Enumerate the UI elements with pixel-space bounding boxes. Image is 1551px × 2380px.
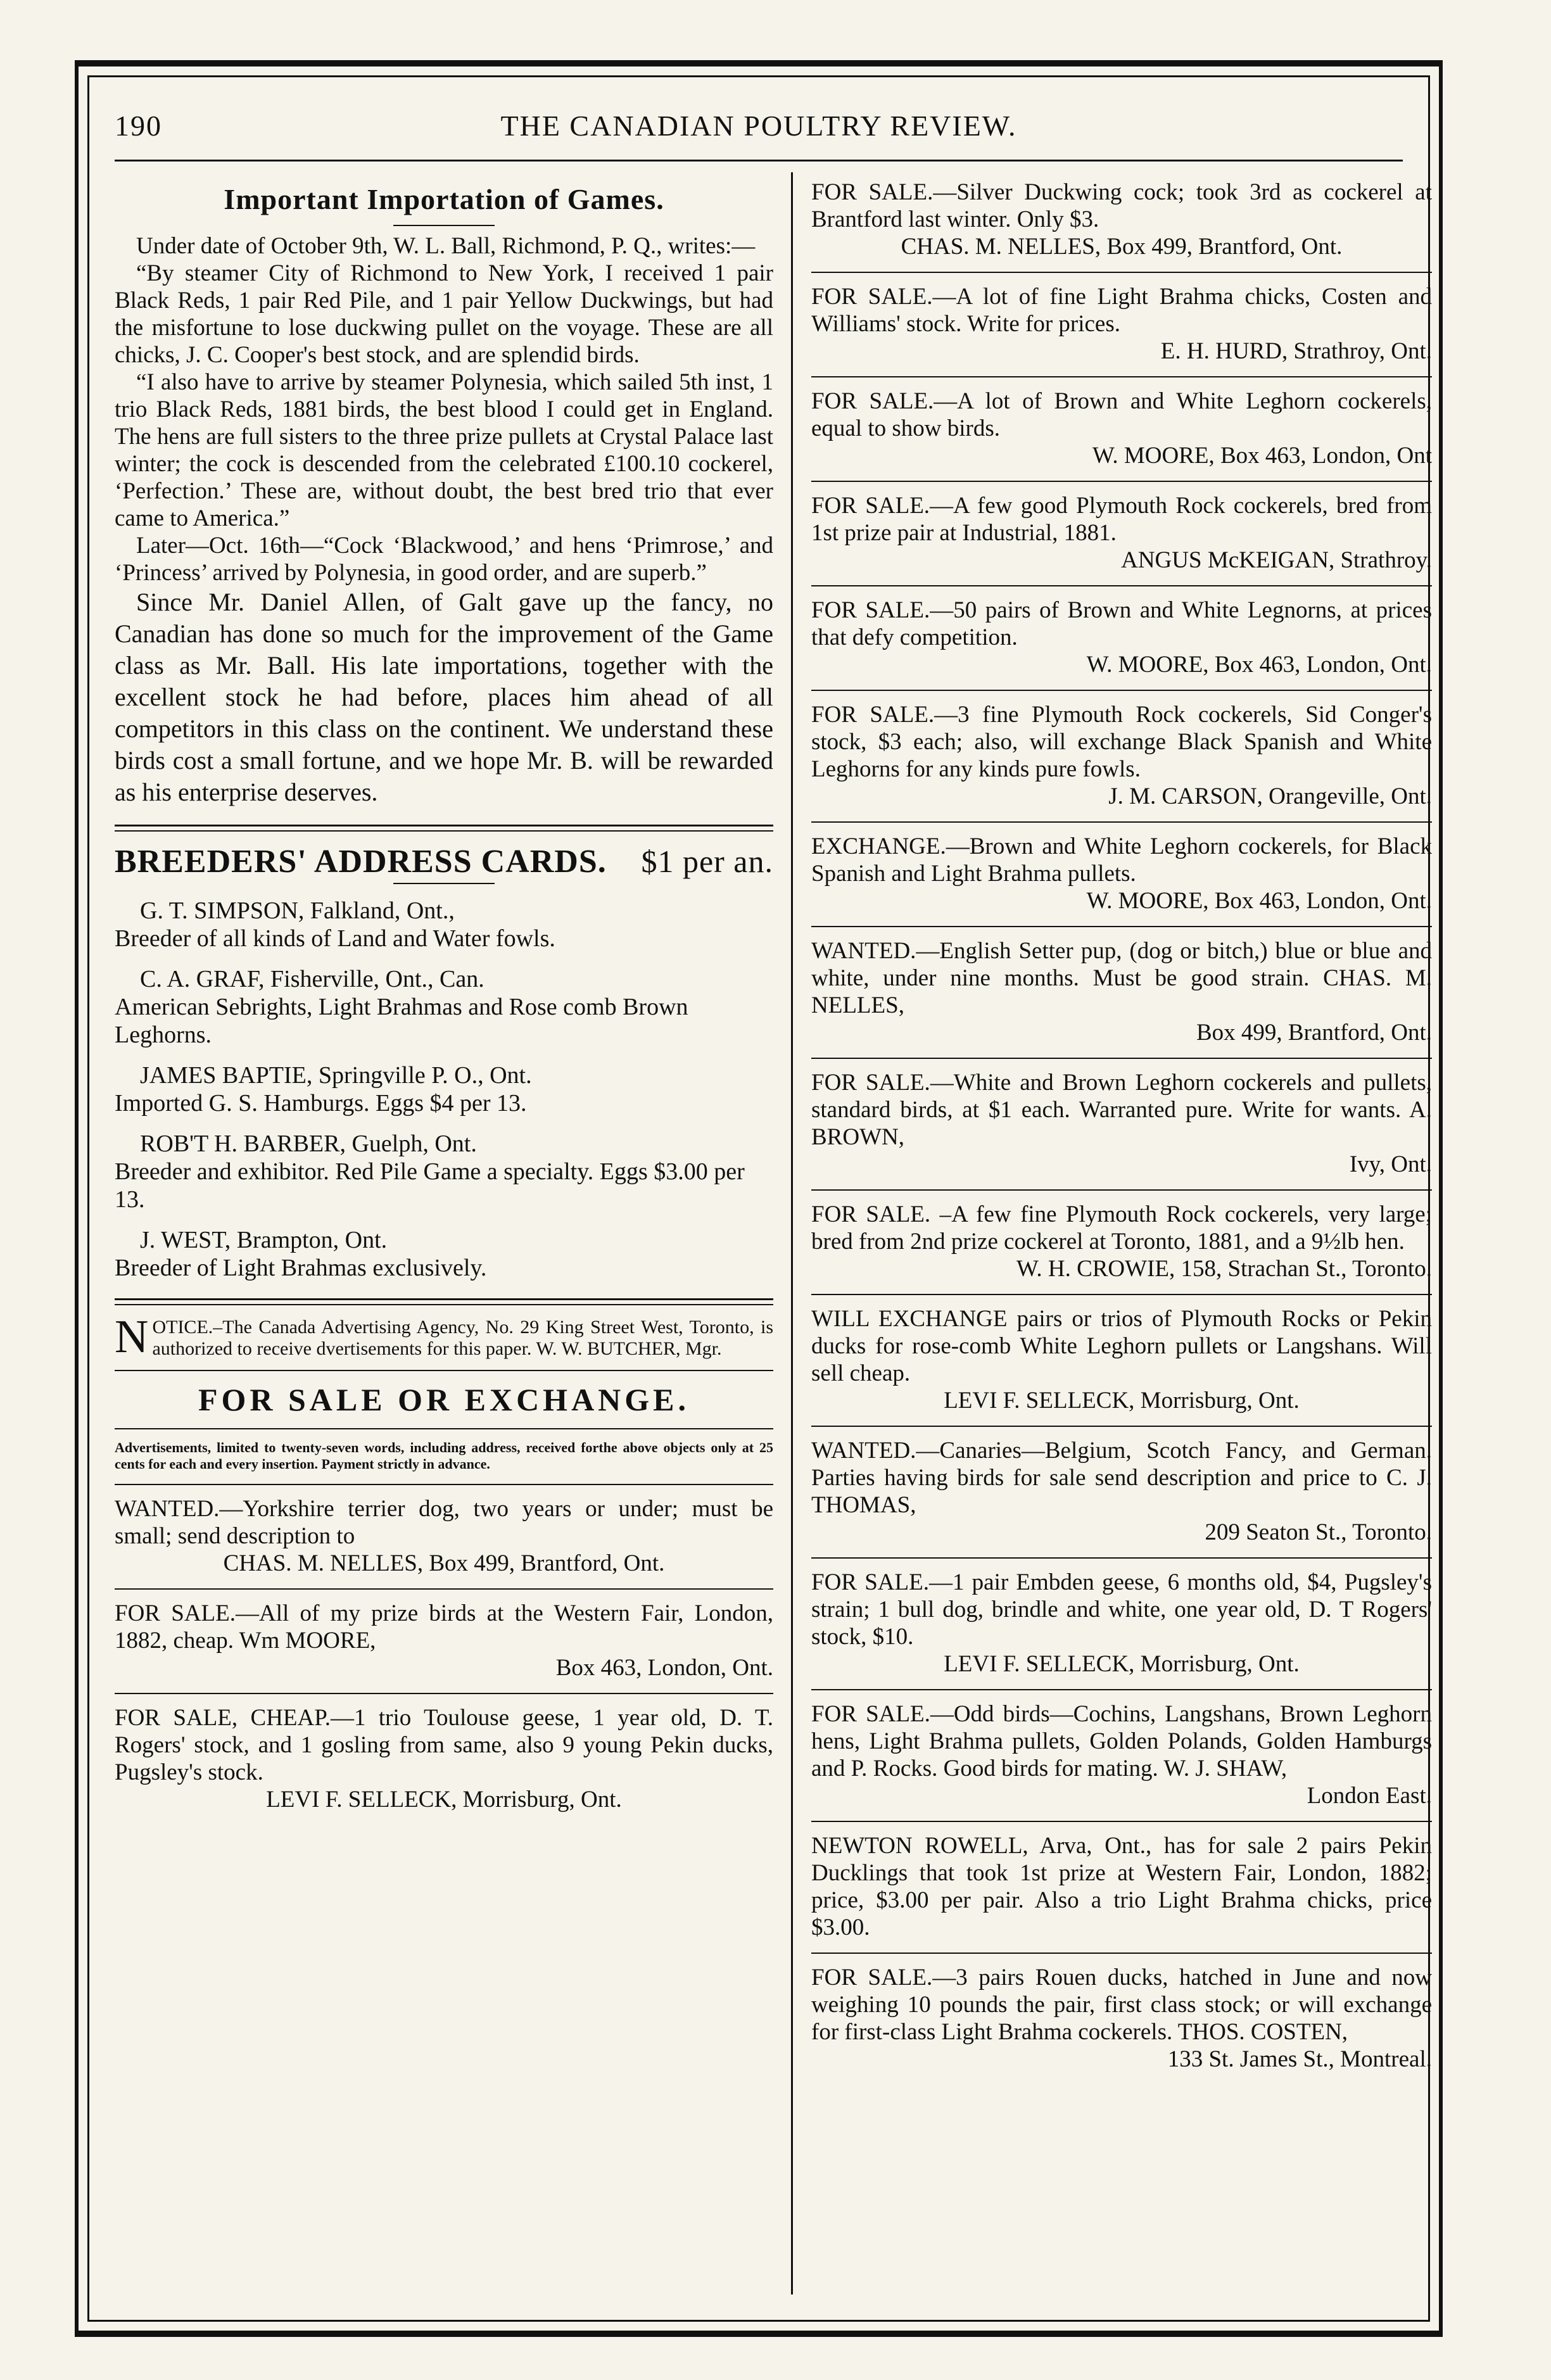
ad-signature: CHAS. M. NELLES, Box 499, Brantford, Ont. bbox=[223, 1550, 665, 1576]
breeder-text: Breeder and exhibitor. Red Pile Game a specialty. Eggs $3.00 per 13. bbox=[115, 1158, 745, 1213]
ad-text: FOR SALE.—A few good Plymouth Rock cockerels, bred from 1st prize pair at Industrial, 1881. bbox=[811, 493, 1432, 546]
ad-signature: Box 463, London, Ont. bbox=[555, 1655, 773, 1681]
ad-divider bbox=[115, 1588, 773, 1590]
classified-ad bbox=[811, 1569, 1432, 1678]
ad-divider bbox=[811, 1821, 1432, 1822]
ad-text: FOR SALE.—3 pairs Rouen ducks, hatched in June and now weighing 10 pounds the pair, first class stock; or will exchange for first-class Light Brahma cockerels. THOS. COSTEN, bbox=[811, 1965, 1432, 2045]
classified-ad bbox=[811, 1437, 1432, 1546]
classified-ad bbox=[811, 1201, 1432, 1282]
notice bbox=[115, 1311, 773, 1363]
article-title: Important Importation of Games. bbox=[224, 183, 664, 215]
ad-text: FOR SALE.—Odd birds—Cochins, Langshans, Brown Leghorn hens, Light Brahma pullets, Golden Polands, Golden Hamburgs and P. Rocks. Good birds for mating. W. J. SHAW, bbox=[811, 1701, 1432, 1782]
ad-divider bbox=[115, 1484, 773, 1485]
ad-signature: CHAS. M. NELLES, Box 499, Brantford, Ont. bbox=[901, 234, 1343, 260]
classified-ad bbox=[811, 1964, 1432, 2073]
ad-divider bbox=[811, 1953, 1432, 1954]
classified-ad bbox=[811, 1832, 1432, 1941]
article-paragraph: “By steamer City of Richmond to New York, I received 1 pair Black Reds, 1 pair Red Pile, and 1 pair Yellow Duckwings, but had the misfortune to lose duckwing pullet on the voyage. These are all chicks, J. C. Cooper's best stock, and are splendid birds. bbox=[115, 260, 773, 368]
ad-divider bbox=[811, 376, 1432, 377]
ad-divider bbox=[811, 1557, 1432, 1559]
title-rule bbox=[393, 225, 495, 226]
ad-text: FOR SALE.—Silver Duckwing cock; took 3rd as cockerel at Brantford last winter. Only $3. bbox=[811, 179, 1432, 232]
ad-text: WILL EXCHANGE pairs or trios of Plymouth Rocks or Pekin ducks for rose-comb White Leghorn pullets or Langshans. Will sell cheap. bbox=[811, 1306, 1432, 1386]
breeder-name: J. WEST, Brampton, Ont. bbox=[140, 1227, 388, 1253]
breeder-card bbox=[115, 965, 773, 1049]
ad-signature: ANGUS McKEIGAN, Strathroy. bbox=[1121, 547, 1432, 573]
ad-divider bbox=[811, 690, 1432, 691]
ad-divider bbox=[811, 1426, 1432, 1427]
ad-text: NEWTON ROWELL, Arva, Ont., has for sale 2 pairs Pekin Ducklings that took 1st prize at Western Fair, London, 1882; price, $3.00 per pair. Also a trio Light Brahma chicks, price $3.00. bbox=[811, 1833, 1432, 1940]
running-head bbox=[115, 109, 1403, 153]
notice-rule bbox=[115, 1370, 773, 1371]
classified-ad bbox=[811, 492, 1432, 574]
breeders-price: $1 per an. bbox=[641, 844, 773, 879]
ad-divider bbox=[811, 481, 1432, 482]
ad-signature: J. M. CARSON, Orangeville, Ont. bbox=[1108, 783, 1432, 809]
ad-signature: LEVI F. SELLECK, Morrisburg, Ont. bbox=[944, 1651, 1300, 1677]
classified-ad bbox=[811, 701, 1432, 810]
classified-ad bbox=[811, 1305, 1432, 1414]
ad-signature: Box 499, Brantford, Ont. bbox=[1196, 1020, 1432, 1046]
right-column bbox=[811, 179, 1432, 2073]
ad-divider bbox=[811, 1689, 1432, 1690]
classified-ad bbox=[811, 1700, 1432, 1809]
ad-text: WANTED.—Canaries—Belgium, Scotch Fancy, and German. Parties having birds for sale send description and price to C. J. THOMAS, bbox=[811, 1438, 1432, 1518]
classified-ad bbox=[811, 937, 1432, 1046]
ad-text: FOR SALE.—White and Brown Leghorn cockerels and pullets, standard birds, at $1 each. Warranted pure. Write for wants. A. BROWN, bbox=[811, 1070, 1432, 1150]
classified-ad bbox=[811, 597, 1432, 678]
breeder-card bbox=[115, 1226, 773, 1282]
breeder-card bbox=[115, 897, 773, 953]
breeders-title: BREEDERS' ADDRESS CARDS. bbox=[115, 844, 607, 880]
ad-divider bbox=[811, 1058, 1432, 1059]
page-number: 190 bbox=[115, 110, 162, 142]
ad-text: FOR SALE.—3 fine Plymouth Rock cockerels, Sid Conger's stock, $3 each; also, will exchange Black Spanish and White Leghorns for any kinds pure fowls. bbox=[811, 702, 1432, 782]
ad-divider bbox=[811, 272, 1432, 273]
section-rule bbox=[115, 825, 773, 832]
article-paragraph: Later—Oct. 16th—“Cock ‘Blackwood,’ and hens ‘Primrose,’ and ‘Princess’ arrived by Polynesia, in good order, and are superb.” bbox=[115, 533, 773, 586]
classified-ad bbox=[811, 1069, 1432, 1178]
classified-ad bbox=[811, 388, 1432, 469]
ad-text: FOR SALE. –A few fine Plymouth Rock cockerels, very large; bred from 2nd prize cockerel at Toronto, 1881, and a 9½lb hen. bbox=[811, 1201, 1432, 1255]
ad-divider bbox=[811, 1294, 1432, 1295]
classified-ad bbox=[115, 1704, 773, 1813]
breeder-card bbox=[115, 1130, 773, 1213]
ad-signature: LEVI F. SELLECK, Morrisburg, Ont. bbox=[944, 1388, 1300, 1414]
breeder-text: Imported G. S. Hamburgs. Eggs $4 per 13. bbox=[115, 1090, 527, 1117]
section-rule bbox=[115, 1298, 773, 1305]
page-title: THE CANADIAN POULTRY REVIEW. bbox=[500, 110, 1017, 142]
ad-signature: Ivy, Ont. bbox=[1349, 1151, 1432, 1177]
notice-drop-cap: N bbox=[115, 1311, 149, 1363]
notice-text: OTICE.–The Canada Advertising Agency, No. 29 King Street West, Toronto, is authorized to receive dvertisements for this paper. W. W. BUTCHER, Mgr. bbox=[152, 1317, 773, 1359]
ad-divider bbox=[115, 1693, 773, 1694]
breeder-text: American Sebrights, Light Brahmas and Rose comb Brown Leghorns. bbox=[115, 994, 688, 1048]
ad-text: FOR SALE, CHEAP.—1 trio Toulouse geese, 1 year old, D. T. Rogers' stock, and 1 gosling from same, also 9 young Pekin ducks, Pugsley's stock. bbox=[115, 1705, 773, 1785]
section-title-rule bbox=[115, 1428, 773, 1429]
left-column bbox=[115, 179, 773, 1813]
column-divider bbox=[791, 172, 793, 2295]
breeder-text: Breeder of all kinds of Land and Water fowls. bbox=[115, 925, 555, 952]
classified-ad bbox=[115, 1495, 773, 1577]
breeder-name: C. A. GRAF, Fisherville, Ont., Can. bbox=[140, 966, 484, 992]
breeder-name: G. T. SIMPSON, Falkland, Ont., bbox=[140, 897, 455, 924]
classified-ad bbox=[115, 1600, 773, 1681]
ad-signature: London East. bbox=[1307, 1783, 1432, 1809]
ad-signature: 133 St. James St., Montreal. bbox=[1167, 2046, 1432, 2072]
ad-signature: E. H. HURD, Strathroy, Ont. bbox=[1160, 338, 1432, 364]
classified-ad bbox=[811, 283, 1432, 365]
ad-signature: LEVI F. SELLECK, Morrisburg, Ont. bbox=[266, 1787, 622, 1813]
ad-signature: W. MOORE, Box 463, London, Ont bbox=[1092, 443, 1432, 469]
ad-divider bbox=[811, 585, 1432, 586]
ad-signature: W. MOORE, Box 463, London, Ont. bbox=[1086, 888, 1432, 914]
breeder-name: ROB'T H. BARBER, Guelph, Ont. bbox=[140, 1130, 477, 1157]
inner-frame bbox=[87, 75, 1430, 2322]
ad-signature: W. H. CROWIE, 158, Strachan St., Toronto. bbox=[1016, 1256, 1432, 1282]
page-frame bbox=[75, 60, 1443, 2337]
header-rule bbox=[115, 160, 1403, 161]
breeder-name: JAMES BAPTIE, Springville P. O., Ont. bbox=[140, 1062, 532, 1089]
ad-text: FOR SALE.—All of my prize birds at the Western Fair, London, 1882, cheap. Wm MOORE, bbox=[115, 1600, 773, 1654]
classified-ad bbox=[811, 179, 1432, 260]
section-title: FOR SALE OR EXCHANGE. bbox=[198, 1382, 690, 1417]
classified-ad bbox=[811, 833, 1432, 915]
breeders-heading bbox=[115, 843, 773, 880]
ad-text: WANTED.—Yorkshire terrier dog, two years or under; must be small; send description to bbox=[115, 1496, 773, 1549]
ad-divider bbox=[811, 926, 1432, 927]
breeder-card bbox=[115, 1061, 773, 1117]
breeders-rule bbox=[393, 883, 495, 884]
ad-text: FOR SALE.—A lot of fine Light Brahma chicks, Costen and Williams' stock. Write for prices. bbox=[811, 284, 1432, 337]
ad-text: FOR SALE.—A lot of Brown and White Leghorn cockerels, equal to show birds. bbox=[811, 388, 1432, 441]
article-paragraph: “I also have to arrive by steamer Polynesia, which sailed 5th inst, 1 trio Black Reds, 1881 birds, the best blood I could get in England. The hens are full sisters to the three prize pullets at Crystal Palace last winter; the cock is descended from the celebrated £100.10 cockerel, ‘Perfection.’ These are, without doubt, the best bred trio that ever came to America.” bbox=[115, 369, 773, 531]
ad-text: EXCHANGE.—Brown and White Leghorn cockerels, for Black Spanish and Light Brahma pullets. bbox=[811, 833, 1432, 887]
ad-divider bbox=[811, 821, 1432, 823]
ad-signature: W. MOORE, Box 463, London, Ont. bbox=[1086, 652, 1432, 678]
ad-text: FOR SALE.—50 pairs of Brown and White Legnorns, at prices that defy competition. bbox=[811, 597, 1432, 650]
article-paragraph: Under date of October 9th, W. L. Ball, Richmond, P. Q., writes:— bbox=[136, 233, 756, 259]
ad-signature: 209 Seaton St., Toronto. bbox=[1205, 1519, 1432, 1545]
ad-text: WANTED.—English Setter pup, (dog or bitch,) blue or blue and white, under nine months. Must be good strain. CHAS. M. NELLES, bbox=[811, 938, 1432, 1018]
breeder-text: Breeder of Light Brahmas exclusively. bbox=[115, 1255, 487, 1281]
section-fine-print: Advertisements, limited to twenty-seven words, including address, received forthe above objects only at 25 cents for each and every insertion. Payment strictly in advance. bbox=[115, 1440, 773, 1472]
article-paragraph: Since Mr. Daniel Allen, of Galt gave up the fancy, no Canadian has done so much for the improvement of the Game class as Mr. Ball. His late importations, together with the excellent stock he had before, places him ahead of all competitors in this class on the continent. We understand these birds cost a small fortune, and we hope Mr. B. will be rewarded as his enterprise deserves. bbox=[115, 588, 773, 806]
ad-text: FOR SALE.—1 pair Embden geese, 6 months old, $4, Pugsley's strain; 1 bull dog, brindle and white, one year old, D. T Rogers' stock, $10. bbox=[811, 1569, 1432, 1650]
ad-divider bbox=[811, 1189, 1432, 1191]
